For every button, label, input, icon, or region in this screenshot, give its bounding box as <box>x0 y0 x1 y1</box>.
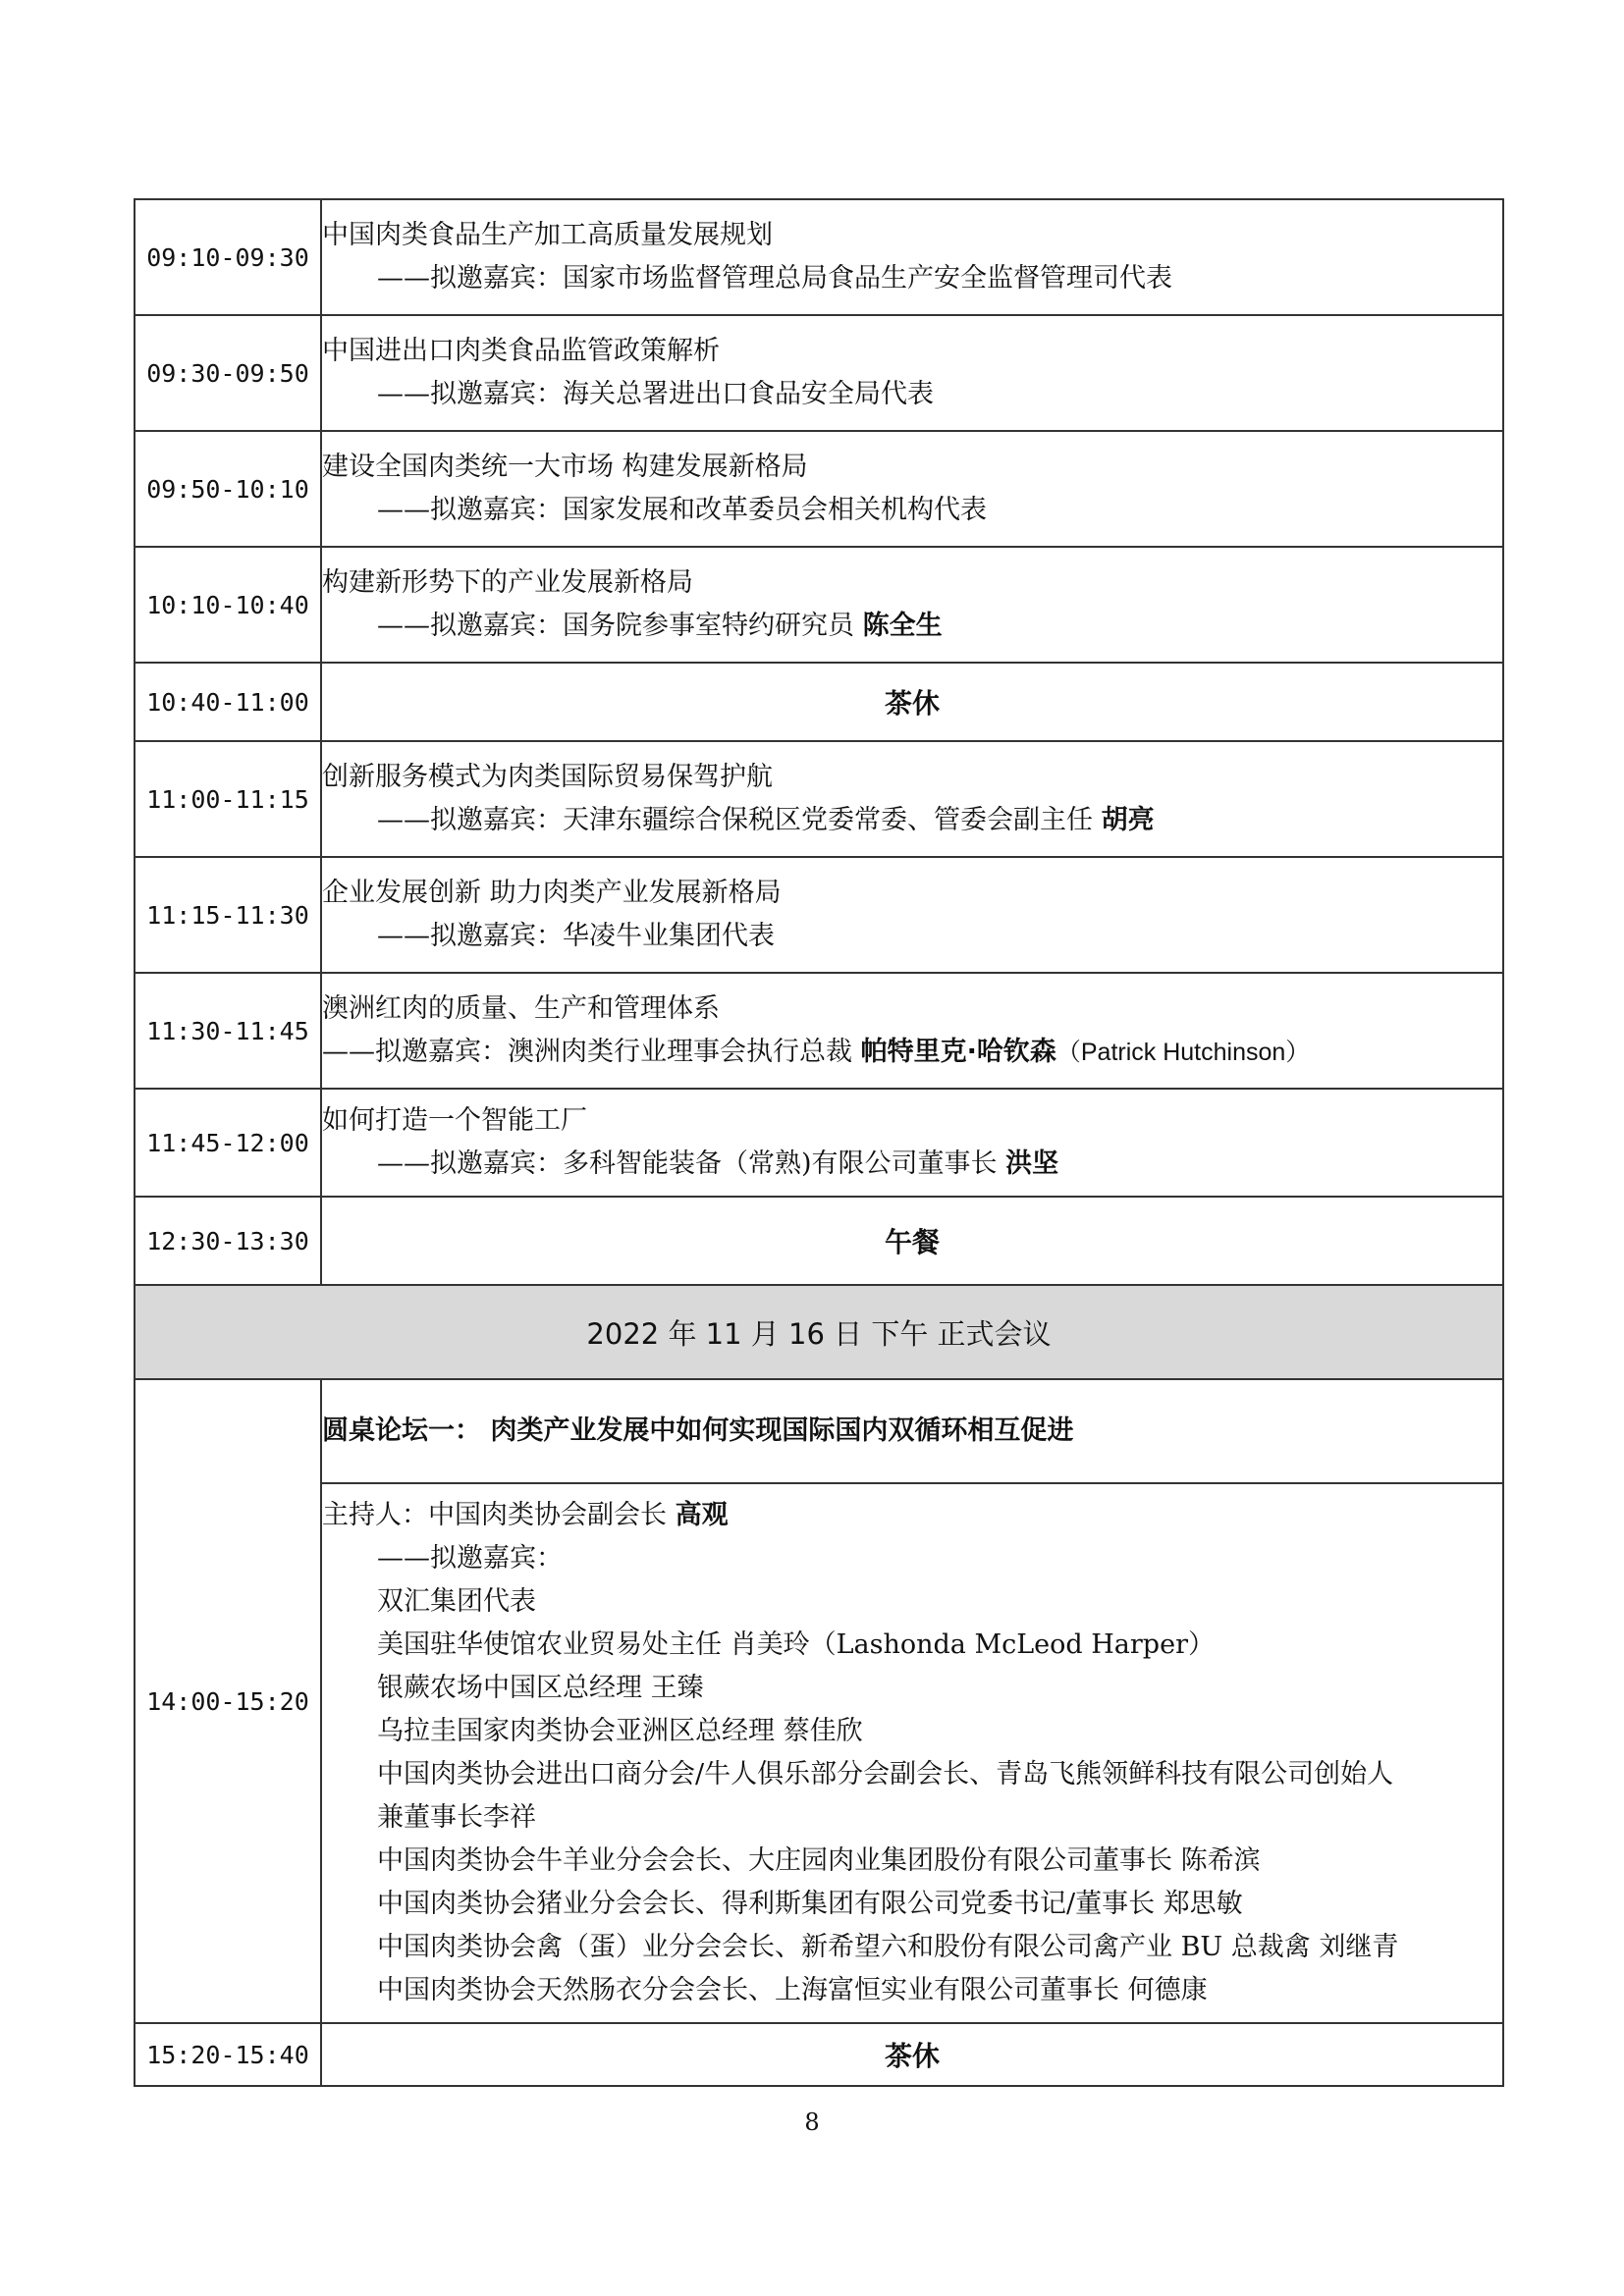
forum-guest-list <box>322 1537 1502 2012</box>
time-cell: 11:30-11:45 <box>135 973 321 1089</box>
forum-content-cell <box>321 1483 1503 2023</box>
session-cell <box>321 199 1503 315</box>
speaker-name: 胡亮 <box>1101 805 1155 835</box>
speaker-name: 帕特里克·哈钦森 <box>860 1037 1056 1067</box>
session-title: 中国肉类食品生产加工高质量发展规划 <box>322 220 773 250</box>
guest-item: 中国肉类协会进出口商分会/牛人俱乐部分会副会长、青岛飞熊领鲜科技有限公司创始人 <box>377 1759 1394 1789</box>
guest-item: 中国肉类协会猪业分会会长、得利斯集团有限公司党委书记/董事长 郑思敏 <box>377 1889 1243 1919</box>
time-cell: 14:00-15:20 <box>135 1379 321 2023</box>
break-label: 茶休 <box>321 663 1503 741</box>
forum-title-row <box>135 1379 1503 1483</box>
speaker-name: 洪坚 <box>1005 1148 1059 1179</box>
time-cell: 11:45-12:00 <box>135 1089 321 1197</box>
session-guest: ——拟邀嘉宾：国家发展和改革委员会相关机构代表 <box>377 495 987 525</box>
guests-label: ——拟邀嘉宾： <box>377 1543 563 1574</box>
agenda-row <box>135 973 1503 1089</box>
agenda-row-break <box>135 663 1503 741</box>
agenda-row-break <box>135 1197 1503 1285</box>
session-title: 澳洲红肉的质量、生产和管理体系 <box>322 993 720 1024</box>
session-guest: ——拟邀嘉宾：多科智能装备（常熟)有限公司董事长 洪坚 <box>377 1148 1059 1179</box>
agenda-row <box>135 199 1503 315</box>
guest-item: 双汇集团代表 <box>377 1586 536 1617</box>
agenda-row <box>135 1089 1503 1197</box>
agenda-row <box>135 741 1503 857</box>
time-cell: 09:10-09:30 <box>135 199 321 315</box>
session-cell <box>321 973 1503 1089</box>
session-cell <box>321 315 1503 431</box>
session-title: 企业发展创新 助力肉类产业发展新格局 <box>322 878 782 908</box>
guest-item: 兼董事长李祥 <box>377 1802 536 1833</box>
forum-title: 圆桌论坛一： 肉类产业发展中如何实现国际国内双循环相互促进 <box>322 1415 1074 1446</box>
time-cell: 15:20-15:40 <box>135 2023 321 2086</box>
session-guest: ——拟邀嘉宾：国务院参事室特约研究员 陈全生 <box>377 611 943 641</box>
day-header: 2022 年 11 月 16 日 下午 正式会议 <box>135 1285 1503 1379</box>
session-guest: ——拟邀嘉宾：海关总署进出口食品安全局代表 <box>377 379 934 409</box>
day-header-row <box>135 1285 1503 1379</box>
agenda-row <box>135 857 1503 973</box>
session-cell <box>321 857 1503 973</box>
guest-item: 乌拉圭国家肉类协会亚洲区总经理 蔡佳欣 <box>377 1716 863 1746</box>
break-label: 午餐 <box>321 1197 1503 1285</box>
time-cell: 11:15-11:30 <box>135 857 321 973</box>
time-cell: 09:50-10:10 <box>135 431 321 547</box>
guest-item: 美国驻华使馆农业贸易处主任 肖美玲（Lashonda McLeod Harper） <box>377 1629 1215 1660</box>
guest-item: 银蕨农场中国区总经理 王臻 <box>377 1673 704 1703</box>
agenda-row <box>135 431 1503 547</box>
session-guest: ——拟邀嘉宾：澳洲肉类行业理事会执行总裁 帕特里克·哈钦森（Patrick Hutchinson） <box>322 1037 1311 1067</box>
guest-item: 中国肉类协会牛羊业分会会长、大庄园肉业集团股份有限公司董事长 陈希滨 <box>377 1845 1261 1876</box>
session-cell <box>321 741 1503 857</box>
speaker-name: 陈全生 <box>862 611 943 641</box>
session-title: 中国进出口肉类食品监管政策解析 <box>322 336 720 366</box>
session-title: 建设全国肉类统一大市场 构建发展新格局 <box>322 452 808 482</box>
session-cell <box>321 431 1503 547</box>
forum-title-cell <box>321 1379 1503 1483</box>
agenda-row-break <box>135 2023 1503 2086</box>
session-guest: ——拟邀嘉宾：国家市场监督管理总局食品生产安全监督管理司代表 <box>377 263 1172 294</box>
agenda-table <box>134 198 1504 2087</box>
time-cell: 09:30-09:50 <box>135 315 321 431</box>
break-label: 茶休 <box>321 2023 1503 2086</box>
session-title: 如何打造一个智能工厂 <box>322 1105 587 1136</box>
agenda-row <box>135 315 1503 431</box>
host-name: 高观 <box>675 1500 729 1530</box>
page-number: 8 <box>804 2109 820 2136</box>
time-cell: 11:00-11:15 <box>135 741 321 857</box>
session-title: 构建新形势下的产业发展新格局 <box>322 567 693 598</box>
session-cell <box>321 1089 1503 1197</box>
guest-item: 中国肉类协会天然肠衣分会会长、上海富恒实业有限公司董事长 何德康 <box>377 1975 1208 2005</box>
session-cell <box>321 547 1503 663</box>
forum-content-row <box>135 1483 1503 2023</box>
session-guest: ——拟邀嘉宾：天津东疆综合保税区党委常委、管委会副主任 胡亮 <box>377 805 1155 835</box>
time-cell: 12:30-13:30 <box>135 1197 321 1285</box>
forum-host: 主持人：中国肉类协会副会长 高观 <box>322 1500 729 1530</box>
time-cell: 10:10-10:40 <box>135 547 321 663</box>
session-title: 创新服务模式为肉类国际贸易保驾护航 <box>322 762 773 792</box>
time-cell: 10:40-11:00 <box>135 663 321 741</box>
speaker-english-name: （Patrick Hutchinson） <box>1056 1039 1311 1066</box>
agenda-row <box>135 547 1503 663</box>
guest-item: 中国肉类协会禽（蛋）业分会会长、新希望六和股份有限公司禽产业 BU 总裁禽 刘继青 <box>377 1932 1399 1962</box>
session-guest: ——拟邀嘉宾：华凌牛业集团代表 <box>377 921 775 951</box>
